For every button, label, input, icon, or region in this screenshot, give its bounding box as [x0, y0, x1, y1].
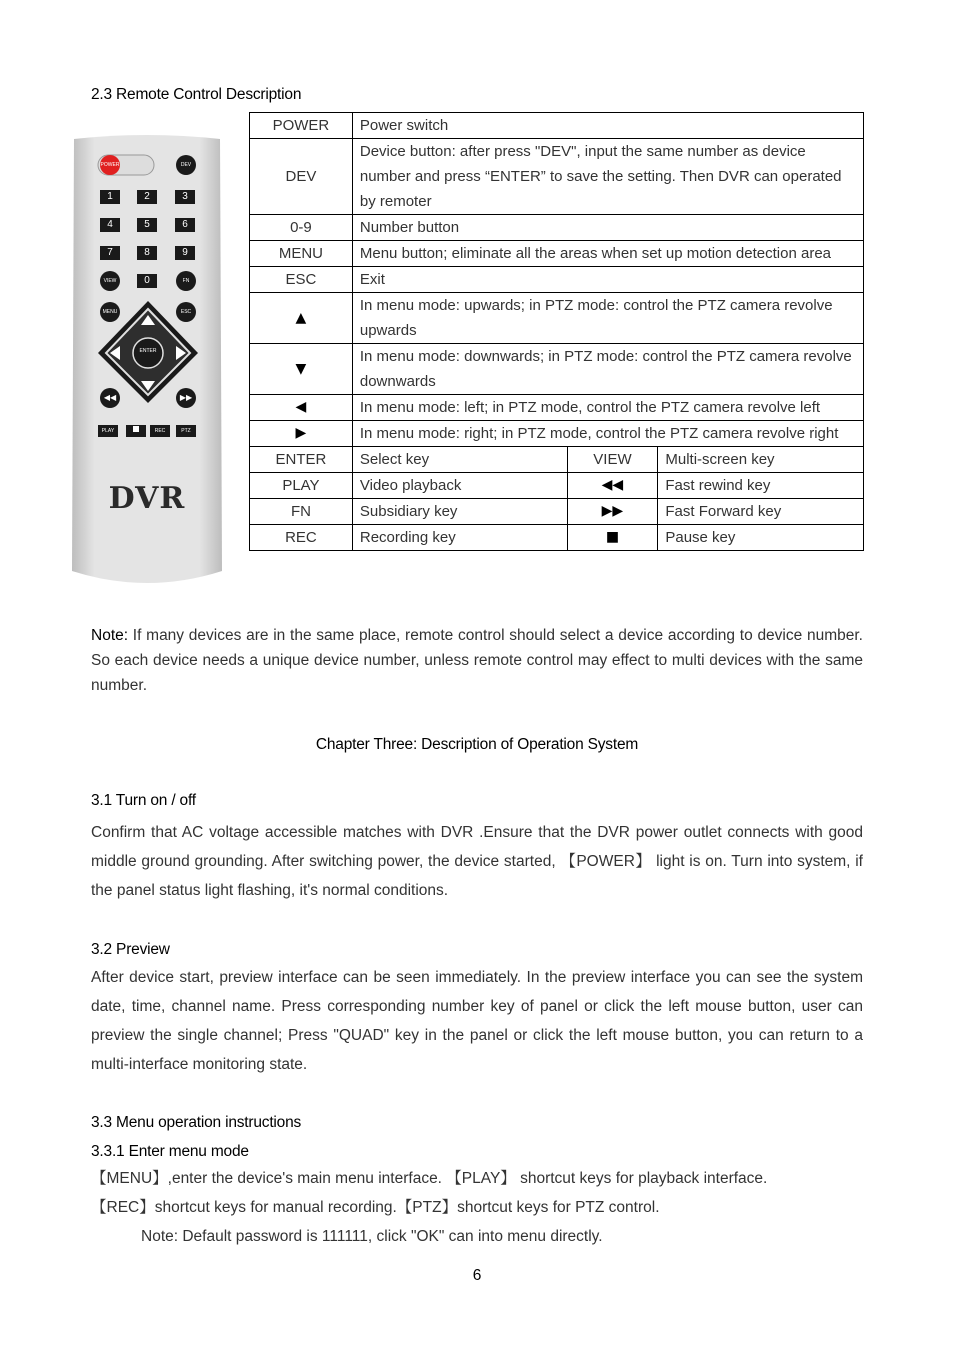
key-description-cell: Fast Forward key	[658, 499, 864, 525]
ptz-button: PTZ	[176, 425, 196, 437]
key-description-cell: Fast rewind key	[658, 473, 864, 499]
key-name-cell: ESC	[250, 267, 353, 293]
digit-8-button: 8	[137, 246, 157, 260]
key-row	[250, 215, 864, 241]
key-description-cell: Menu button; eliminate all the areas when set up motion detection area	[352, 241, 863, 267]
section-3-3-1-title: 3.3.1 Enter menu mode	[91, 1143, 249, 1160]
note-paragraph	[91, 623, 863, 698]
rec-shortcut-line: 【REC】shortcut keys for manual recording.【PTZ】shortcut keys for PTZ control.	[91, 1199, 660, 1216]
rec-button: REC	[150, 425, 170, 437]
key-description-cell: Pause key	[658, 525, 864, 551]
key-name-cell: 0-9	[250, 215, 353, 241]
key-name-cell: ▼	[250, 344, 353, 395]
digit-6-button: 6	[175, 218, 195, 232]
key-name-cell: ◀	[250, 395, 353, 421]
section-2-3-title: 2.3 Remote Control Description	[91, 86, 302, 103]
key-name-cell: ▲	[250, 293, 353, 344]
key-name-cell: POWER	[250, 113, 353, 139]
key-name-cell: ▶▶	[567, 499, 658, 525]
key-description-cell: Device button: after press "DEV", input the same number as device number and press “ENTER” to save the setting. Then DVR can operated by remoter	[352, 139, 863, 215]
key-description-cell: Exit	[352, 267, 863, 293]
digit-4-button: 4	[100, 218, 120, 232]
view-button: VIEW	[100, 271, 120, 291]
key-description-cell: Power switch	[352, 113, 863, 139]
digit-3-button: 3	[175, 190, 195, 204]
section-3-2-text: After device start, preview interface can be seen immediately. In the preview interface you can see the system date, time, channel name. Press corresponding number key of panel or click the left mouse button, user can preview the single channel; Press "QUAD" key in the panel or click the left mouse button, you can return to a multi-interface monitoring state.	[91, 969, 863, 1073]
key-description-cell: In menu mode: left; in PTZ mode, control the PTZ camera revolve left	[352, 395, 863, 421]
key-description-cell: Video playback	[352, 473, 567, 499]
key-row	[250, 293, 864, 344]
section-3-3-title: 3.3 Menu operation instructions	[91, 1114, 302, 1131]
key-name-cell: ■	[567, 525, 658, 551]
key-row	[250, 113, 864, 139]
fast-forward-icon: ▶▶	[179, 393, 193, 402]
fn-button: FN	[176, 271, 196, 291]
note-text: If many devices are in the same place, remote control should select a device according to device number. So each device needs a unique device number, unless remote control may effect to multi devices with the same number.	[91, 627, 863, 694]
section-3-1-text: Confirm that AC voltage accessible matches with DVR .Ensure that the DVR power outlet connects with good middle ground grounding. After switching power, the device started, 【POWER】 light is on. Turn into system, if the panel status light flashing, it's normal conditions.	[91, 824, 863, 899]
key-name-cell: DEV	[250, 139, 353, 215]
dvr-logo: DVR	[108, 481, 186, 516]
key-description-cell: Multi-screen key	[658, 447, 864, 473]
key-row	[250, 344, 864, 395]
key-pair-row	[250, 447, 864, 473]
forward-button	[176, 388, 196, 408]
play-button: PLAY	[98, 425, 118, 437]
note-label: Note:	[91, 627, 129, 644]
digit-5-button: 5	[137, 218, 157, 232]
key-description-cell: Subsidiary key	[352, 499, 567, 525]
page-number: 6	[472, 1267, 482, 1284]
chapter-title: Chapter Three: Description of Operation System	[315, 736, 639, 753]
digit-7-button: 7	[100, 246, 120, 260]
rewind-icon: ◀◀	[103, 393, 117, 402]
pause-button	[126, 425, 146, 437]
key-row	[250, 267, 864, 293]
digit-2-button: 2	[137, 190, 157, 204]
key-pair-row	[250, 499, 864, 525]
key-description-cell: Select key	[352, 447, 567, 473]
key-pair-row	[250, 473, 864, 499]
power-button: POWER	[100, 155, 120, 175]
password-note-line: Note: Default password is 111111, click "OK" can into menu directly.	[141, 1228, 603, 1245]
section-3-1-title: 3.1 Turn on / off	[91, 792, 196, 809]
key-description-cell: Number button	[352, 215, 863, 241]
key-row	[250, 241, 864, 267]
section-3-2-title: 3.2 Preview	[91, 941, 170, 958]
key-row	[250, 421, 864, 447]
key-name-cell: REC	[250, 525, 353, 551]
pause-square-icon	[133, 426, 139, 432]
key-description-cell: In menu mode: upwards; in PTZ mode: control the PTZ camera revolve upwards	[352, 293, 863, 344]
key-pair-row	[250, 525, 864, 551]
key-name-cell: ENTER	[250, 447, 353, 473]
remote-key-table	[249, 112, 864, 551]
key-row	[250, 395, 864, 421]
key-description-cell: In menu mode: downwards; in PTZ mode: control the PTZ camera revolve downwards	[352, 344, 863, 395]
digit-1-button: 1	[100, 190, 120, 204]
key-name-cell: ▶	[250, 421, 353, 447]
enter-button-label: ENTER	[139, 348, 157, 354]
key-name-cell: ◀◀	[567, 473, 658, 499]
key-name-cell: VIEW	[567, 447, 658, 473]
rewind-button	[100, 388, 120, 408]
key-name-cell: FN	[250, 499, 353, 525]
key-description-cell: In menu mode: right; in PTZ mode, control the PTZ camera revolve right	[352, 421, 863, 447]
digit-9-button: 9	[175, 246, 195, 260]
remote-control-illustration	[70, 133, 224, 583]
key-name-cell: PLAY	[250, 473, 353, 499]
menu-button: MENU	[100, 302, 120, 322]
esc-button: ESC	[176, 302, 196, 322]
digit-0-button: 0	[137, 274, 157, 288]
menu-shortcut-line: 【MENU】,enter the device's main menu interface. 【PLAY】 shortcut keys for playback interface.	[91, 1170, 768, 1187]
key-name-cell: MENU	[250, 241, 353, 267]
key-description-cell: Recording key	[352, 525, 567, 551]
dev-button: DEV	[176, 155, 196, 175]
key-row	[250, 139, 864, 215]
